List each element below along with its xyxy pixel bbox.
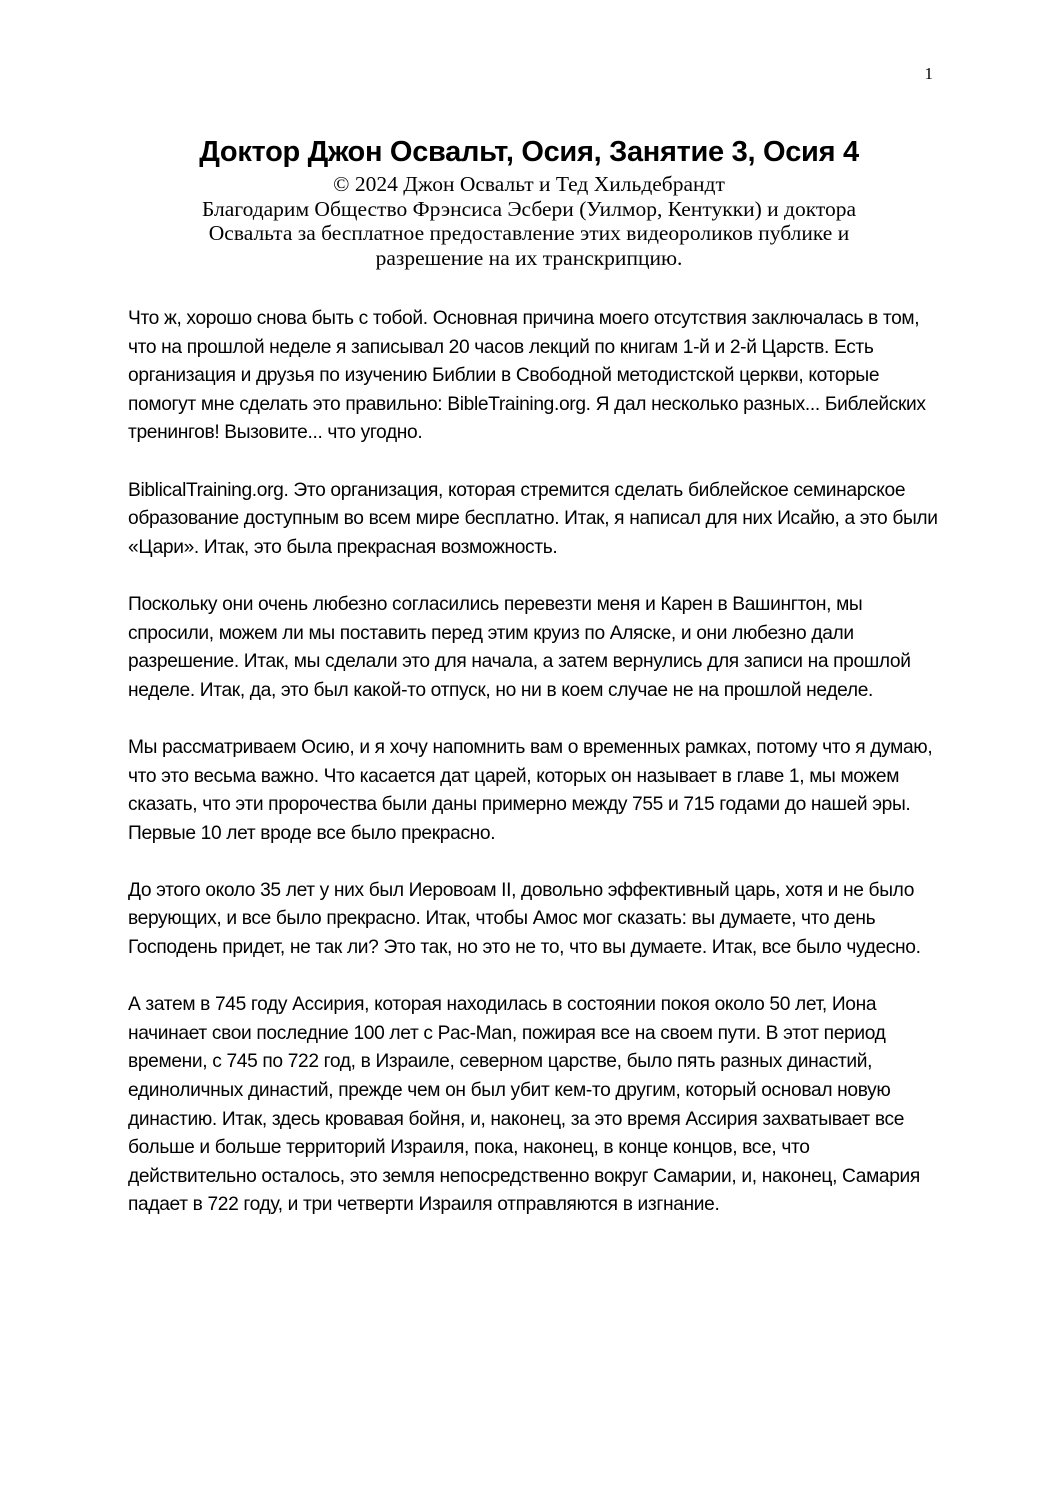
paragraph: BiblicalTraining.org. Это организация, которая стремится сделать библейское семинарское образование доступным во всем мире бесплатно. Итак, я написал для них Исайю, а это были «Цари». Итак, это была прекрасная возможность. xyxy=(128,479,938,558)
acknowledgement-line-1: Благодарим Общество Фрэнсиса Эсбери (Уилмор, Кентукки) и доктора xyxy=(201,196,857,221)
paragraph: Мы рассматриваем Осию, и я хочу напомнить вам о временных рамках, потому что я думаю, что это весьма важно. Что касается дат царей, которых он называет в главе 1, мы можем сказать, что эти пророчества были даны примерно между 755 и 715 годами до нашей эры. Первые 10 лет вроде все было прекрасно. xyxy=(128,736,933,844)
paragraph: А затем в 745 году Ассирия, которая находилась в состоянии покоя около 50 лет, Иона начинает свои последние 100 лет с Pac-Man, пожирая все на своем пути. В этот период времени, с 745 по 722 год, в Израиле, северном царстве, было пять разных династий, единоличных династий, прежде чем он был убит кем-то другим, который основал новую династию. Итак, здесь кровавая бойня, и, наконец, за это время Ассирия захватывает все больше и больше территорий Израиля, пока, наконец, в конце концов, все, что действительно осталось, это земля непосредственно вокруг Самарии, и, наконец, Самария падает в 722 году, и три четверти Израиля отправляются в изгнание. xyxy=(128,994,920,1216)
document-header xyxy=(120,132,938,270)
document-body xyxy=(128,305,938,1249)
acknowledgement-line-2: Освальта за бесплатное предоставление этих видеороликов публике и xyxy=(208,221,850,245)
page-number: 1 xyxy=(924,64,933,83)
paragraph: До этого около 35 лет у них был Иеровоам II, довольно эффективный царь, хотя и не было верующих, и все было прекрасно. Итак, чтобы Амос мог сказать: вы думаете, что день Господень придет, не так ли? Это так, но это не то, что вы думаете. Итак, все было чудесно. xyxy=(128,879,921,959)
paragraph: Что ж, хорошо снова быть с тобой. Основная причина моего отсутствия заключалась в том, что на прошлой неделе я записывал 20 часов лекций по книгам 1-й и 2-й Царств. Есть организация и друзья по изучению Библии в Свободной методистской церкви, которые помогут мне сделать это правильно: BibleTraining.org. Я дал несколько разных... Библейских тренингов! Вызовите... что угодно. xyxy=(128,308,926,444)
acknowledgement-line-3: разрешение на их транскрипцию. xyxy=(375,245,683,270)
document-title: Доктор Джон Освальт, Осия, Занятие 3, Осия 4 xyxy=(199,136,859,168)
paragraph: Поскольку они очень любезно согласились перевезти меня и Карен в Вашингтон, мы спросили, можем ли мы поставить перед этим круиз по Аляске, и они любезно дали разрешение. Итак, мы сделали это для начала, а затем вернулись для записи на прошлой неделе. Итак, да, это был какой-то отпуск, но ни в коем случае не на прошлой неделе. xyxy=(128,593,911,701)
copyright-line: © 2024 Джон Освальт и Тед Хильдебрандт xyxy=(333,172,725,196)
